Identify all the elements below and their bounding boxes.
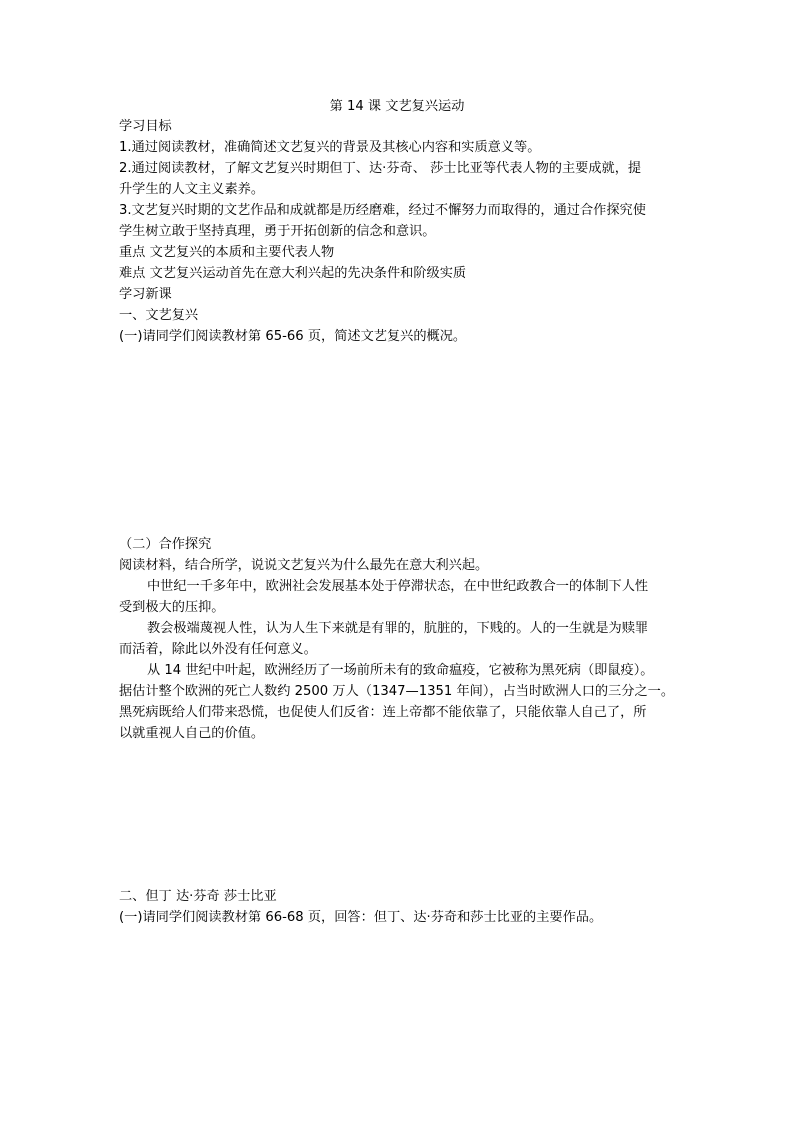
part1-question-1: (一)请同学们阅读教材第 65-66 页，简述文艺复兴的概况。	[119, 329, 467, 344]
goal-line: 学生树立敢于坚持真理，勇于开拓创新的信念和意识。	[119, 224, 436, 239]
material-paragraph-line: 黑死病既给人们带来恐慌，也促使人们反省：连上帝都不能依靠了，只能依靠人自己了，所	[119, 705, 647, 720]
goal-line: 2.通过阅读教材，了解文艺复兴时期但丁、达·芬奇、 莎士比亚等代表人物的主要成就，提	[119, 161, 642, 176]
material-paragraph-line: 而活着，除此以外没有任何意义。	[119, 642, 317, 657]
goal-line: 升学生的人文主义素养。	[119, 182, 265, 197]
goal-line: 3.文艺复兴时期的文艺作品和成就都是历经磨难，经过不懈努力而取得的，通过合作探究使	[119, 203, 646, 218]
material-paragraph-line: 据估计整个欧洲的死亡人数约 2500 万人（1347—1351 年间），占当时欧洲人口的三分之一。	[119, 684, 675, 699]
key-point: 重点 文艺复兴的本质和主要代表人物	[119, 245, 335, 260]
section-heading-new: 学习新课	[119, 287, 172, 302]
material-paragraph-line: 受到极大的压抑。	[119, 600, 225, 615]
material-paragraph-line: 以就重视人自己的价值。	[119, 726, 265, 741]
material-paragraph-line: 教会极端蔑视人性，认为人生下来就是有罪的，肮脏的，下贱的。人的一生就是为赎罪	[147, 621, 649, 636]
material-paragraph-line: 中世纪一千多年中，欧洲社会发展基本处于停滞状态，在中世纪政教合一的体制下人性	[147, 579, 649, 594]
part1-title: 一、文艺复兴	[119, 308, 199, 323]
part2-title: 二、但丁 达·芬奇 莎士比亚	[119, 889, 277, 904]
material-paragraph-line: 从 14 世纪中叶起，欧洲经历了一场前所未有的致命瘟疫，它被称为黑死病（即鼠疫）。	[147, 663, 654, 678]
lesson-title: 第 14 课 文艺复兴运动	[329, 99, 465, 114]
part1-question-2-prompt: 阅读材料，结合所学，说说文艺复兴为什么最先在意大利兴起。	[119, 558, 489, 573]
part2-question-1: (一)请同学们阅读教材第 66-68 页，回答：但丁、达·芬奇和莎士比亚的主要作品。	[119, 910, 603, 925]
section-heading-goals: 学习目标	[119, 119, 172, 134]
difficult-point: 难点 文艺复兴运动首先在意大利兴起的先决条件和阶级实质	[119, 266, 467, 281]
part1-question-2-title: （二）合作探究	[119, 537, 212, 552]
goal-line: 1.通过阅读教材，准确简述文艺复兴的背景及其核心内容和实质意义等。	[119, 140, 541, 155]
